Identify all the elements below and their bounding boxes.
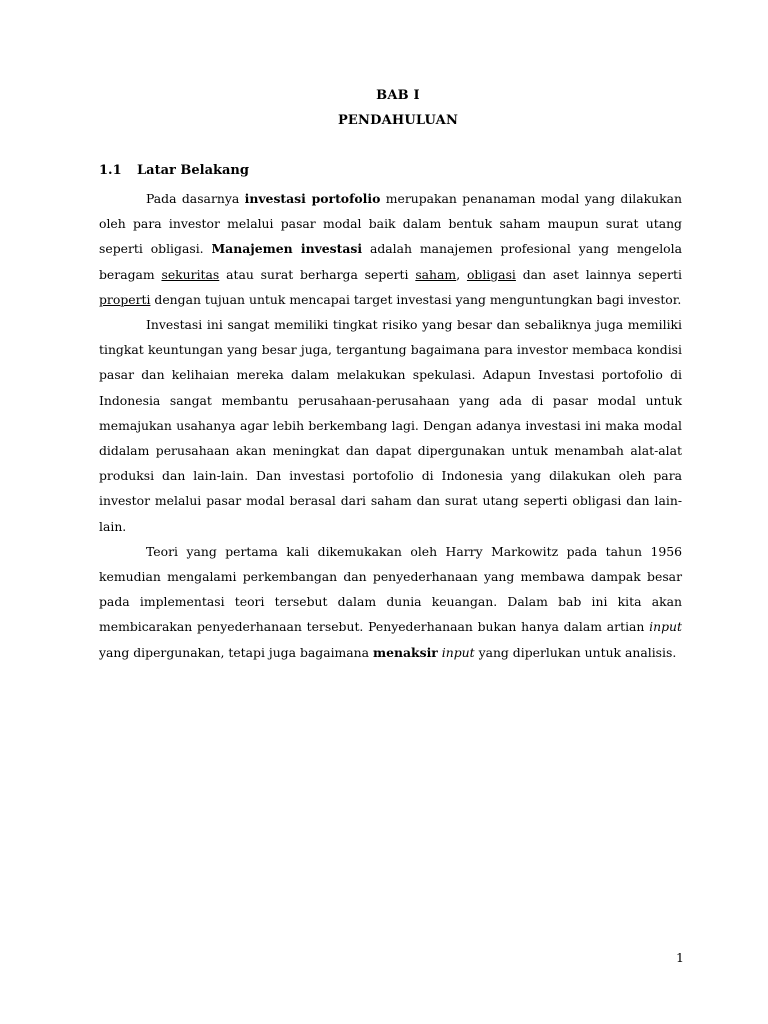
link-properti[interactable]: properti: [99, 291, 151, 307]
chapter-number: BAB I: [376, 88, 420, 103]
section-heading: [99, 163, 249, 178]
p3-text-1: Teori yang pertama kali dikemukakan oleh Harry Markowitz pada tahun 1956 kemudian mengalami perkembangan dan penyederhanaan yang membawa dampak besar pada implementasi teori tersebut dalam dunia keuangan. Dalam bab ini kita akan membicarakan penyederhanaan tersebut. Penyederhanaan bukan hanya dalam artian: [99, 543, 682, 635]
p1-text-1: Pada dasarnya: [146, 191, 245, 206]
link-sekuritas[interactable]: sekuritas: [161, 266, 220, 282]
link-saham[interactable]: saham: [415, 266, 457, 282]
p1-text-2: merupakan penanaman modal yang dilakukan oleh para investor melalui pasar modal baik dalam bentuk saham maupun surat utang seperti obligasi.: [99, 191, 683, 257]
p3-bold-menaksir: menaksir: [373, 644, 438, 660]
section-title: Latar Belakang: [137, 163, 249, 178]
p1-text-5: ,: [456, 266, 467, 282]
p3-text-4: yang diperlukan untuk analisis.: [474, 644, 677, 660]
p1-text-3: adalah manajemen profesional yang mengelola beragam: [99, 241, 682, 282]
p1-bold-manajemen-investasi: Manajemen investasi: [211, 241, 363, 257]
section-number: 1.1: [99, 163, 122, 178]
body-text: [99, 186, 682, 665]
p3-italic-input-1: input: [649, 619, 682, 635]
paragraph-2: Investasi ini sangat memiliki tingkat risiko yang besar dan sebaliknya juga memiliki tingkat keuntungan yang besar juga, tergantung bagaimana para investor membaca kondisi pasar dan kelihaian mereka dalam melakukan spekulasi. Adapun Investasi portofolio di Indonesia sangat membantu perusahaan-perusahaan yang ada di pasar modal untuk memajukan usahanya agar lebih berkembang lagi. Dengan adanya investasi ini maka modal didalam perusahaan akan meningkat dan dapat dipergunakan untuk menambah alat-alat produksi dan lain-lain. Dan investasi portofolio di Indonesia yang dilakukan oleh para investor melalui pasar modal berasal dari saham dan surat utang seperti obligasi dan lain-lain.: [99, 317, 682, 534]
link-obligasi[interactable]: obligasi: [466, 266, 516, 282]
paragraph-3: [99, 539, 682, 665]
page-number: 1: [676, 950, 684, 965]
chapter-title: PENDAHULUAN: [337, 113, 459, 128]
p3-text-2: yang dipergunakan, tetapi juga bagaimana: [99, 644, 373, 660]
p1-text-6: dan aset lainnya seperti: [515, 266, 682, 282]
p1-text-7: dengan tujuan untuk mencapai target investasi yang menguntungkan bagi investor.: [150, 291, 682, 307]
p3-italic-input-2: input: [441, 644, 475, 660]
p1-bold-investasi-portofolio: investasi portofolio: [244, 191, 381, 206]
p1-text-4: atau surat berharga seperti: [219, 266, 416, 282]
paragraph-1: [99, 186, 682, 312]
